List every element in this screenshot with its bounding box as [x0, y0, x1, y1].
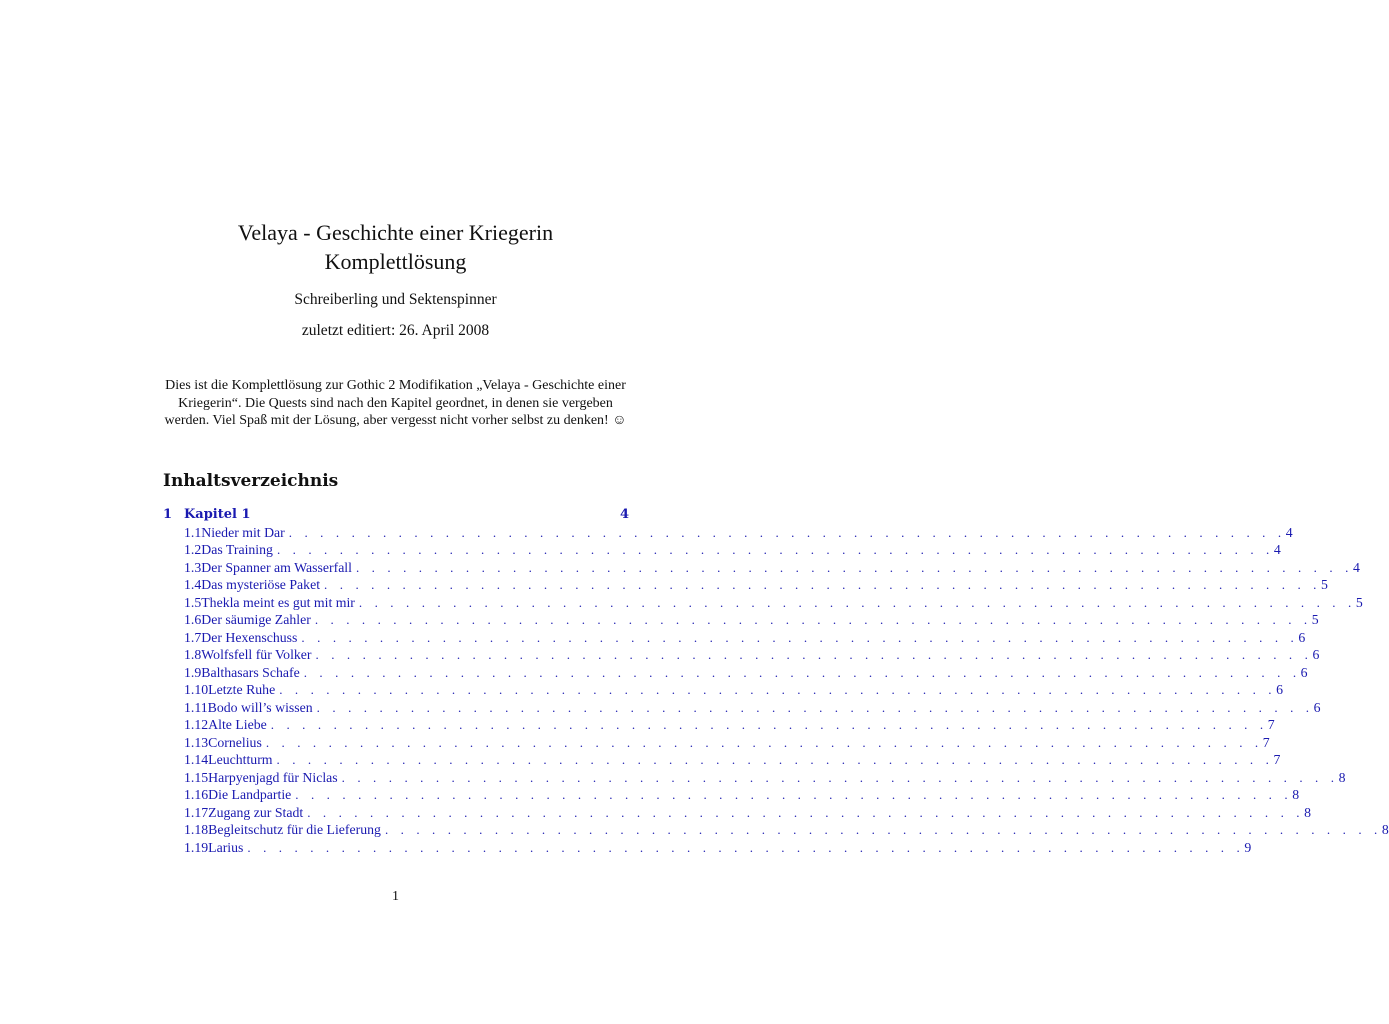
toc-section-leader: . . . . . . . . . . . . . . . . . . . . . . . . . . . . . . . . . . . . . . . . . . . . . . . . . . . . . . . . . . . . . . . . — [355, 559, 1353, 575]
toc-section-leader: . . . . . . . . . . . . . . . . . . . . . . . . . . . . . . . . . . . . . . . . . . . . . . . . . . . . . . . . . . . . . . . . — [384, 822, 1382, 837]
document-abstract: Dies ist die Komplettlösung zur Gothic 2 Modifikation „Velaya - Geschichte einer Kriegerin“. Die Quests sind nach den Kapitel geordnet, in denen sie vergeben werden. Viel Spaß mit der Lösung, aber vergesst nicht vorher selbst zu denken! ☺ — [164, 378, 627, 428]
toc-section-link[interactable] — [163, 559, 1360, 577]
toc-section-number: 1.3 — [184, 559, 202, 575]
toc-section-title: Nieder mit Dar — [201, 524, 285, 540]
toc-section-page: 7 — [1267, 717, 1275, 732]
toc-section-link[interactable] — [163, 699, 1321, 717]
toc-section-leader: . . . . . . . . . . . . . . . . . . . . . . . . . . . . . . . . . . . . . . . . . . . . . . . . . . . . . . . . . . . . . . . . — [276, 752, 1274, 767]
toc-section-title: Zugang zur Stadt — [208, 804, 304, 820]
toc-section-page: 7 — [1273, 752, 1281, 767]
toc-section-title: Bodo will’s wissen — [207, 699, 313, 715]
toc-chapter-link[interactable] — [163, 506, 629, 524]
toc-chapter-page: 4 — [619, 507, 629, 522]
toc-section-title: Leuchtturm — [208, 752, 273, 767]
toc-section-leader: . . . . . . . . . . . . . . . . . . . . . . . . . . . . . . . . . . . . . . . . . . . . . . . . . . . . . . . . . . . . . . . . — [303, 664, 1301, 680]
toc-section-page: 5 — [1311, 612, 1319, 627]
toc-section-link[interactable] — [163, 804, 1312, 822]
toc-section-link[interactable] — [163, 769, 1346, 787]
toc-section-title: Der Hexenschuss — [201, 629, 298, 645]
toc-section-link[interactable] — [163, 786, 1300, 804]
toc-section-leader: . . . . . . . . . . . . . . . . . . . . . . . . . . . . . . . . . . . . . . . . . . . . . . . . . . . . . . . . . . . . . . . . — [341, 769, 1339, 785]
toc-section-leader: . . . . . . . . . . . . . . . . . . . . . . . . . . . . . . . . . . . . . . . . . . . . . . . . . . . . . . . . . . . . . . . . — [315, 647, 1313, 662]
toc-section-page: 4 — [1273, 542, 1281, 557]
toc-section-leader: . . . . . . . . . . . . . . . . . . . . . . . . . . . . . . . . . . . . . . . . . . . . . . . . . . . . . . . . . . . . . . . . — [316, 699, 1314, 715]
toc-section-page: 6 — [1300, 664, 1308, 680]
toc-section-title: Begleitschutz für die Lieferung — [208, 822, 381, 837]
toc-section-link[interactable] — [163, 611, 1319, 629]
toc-section-title: Alte Liebe — [208, 717, 267, 732]
toc-section-page: 8 — [1338, 769, 1346, 785]
toc-section-number: 1.6 — [184, 612, 202, 627]
toc-section-leader: . . . . . . . . . . . . . . . . . . . . . . . . . . . . . . . . . . . . . . . . . . . . . . . . . . . . . . . . . . . . . . . . — [265, 734, 1263, 750]
toc-section-leader: . . . . . . . . . . . . . . . . . . . . . . . . . . . . . . . . . . . . . . . . . . . . . . . . . . . . . . . . . . . . . . . . — [270, 717, 1268, 732]
toc-section-number: 1.19 — [184, 839, 209, 855]
toc-section-title: Der Spanner am Wasserfall — [201, 559, 352, 575]
toc-section-page: 5 — [1321, 577, 1328, 592]
toc-section-link[interactable] — [163, 646, 1320, 664]
toc-section-page: 6 — [1313, 699, 1321, 715]
toc-section-title: Larius — [208, 839, 244, 855]
toc-section-link[interactable] — [163, 594, 1363, 612]
document-title — [0, 218, 791, 276]
toc-section-title: Das mysteriöse Paket — [201, 577, 321, 592]
toc-section-number: 1.8 — [184, 647, 202, 662]
toc-section-leader: . . . . . . . . . . . . . . . . . . . . . . . . . . . . . . . . . . . . . . . . . . . . . . . . . . . . . . . . . . . . . . . . — [276, 542, 1274, 557]
toc-section-number: 1.10 — [184, 682, 209, 697]
toc-section-leader: . . . . . . . . . . . . . . . . . . . . . . . . . . . . . . . . . . . . . . . . . . . . . . . . . . . . . . . . . . . . . . . . — [301, 629, 1299, 645]
toc-section-number: 1.12 — [184, 717, 209, 732]
toc-section-link[interactable] — [163, 629, 1306, 647]
toc-section-link[interactable] — [163, 751, 1281, 769]
toc-chapter-number: 1 — [163, 507, 173, 522]
toc-section-page: 9 — [1244, 839, 1252, 855]
toc-section-link[interactable] — [163, 576, 1328, 594]
toc-section-title: Thekla meint es gut mit mir — [201, 594, 355, 610]
toc-section-number: 1.2 — [184, 542, 202, 557]
toc-section-leader: . . . . . . . . . . . . . . . . . . . . . . . . . . . . . . . . . . . . . . . . . . . . . . . . . . . . . . . . . . . . . . . . — [324, 577, 1321, 592]
toc-section-page: 5 — [1355, 594, 1363, 610]
toc-section-link[interactable] — [163, 716, 1275, 734]
toc-section-leader: . . . . . . . . . . . . . . . . . . . . . . . . . . . . . . . . . . . . . . . . . . . . . . . . . . . . . . . . . . . . . . . . — [279, 682, 1277, 697]
toc-section-title: Wolfsfell für Volker — [201, 647, 312, 662]
toc-section-page: 8 — [1292, 787, 1300, 802]
toc-section-link[interactable] — [163, 664, 1308, 682]
title-line-2: Komplettlösung — [324, 249, 467, 274]
toc-section-title: Balthasars Schafe — [201, 664, 300, 680]
toc-section-number: 1.18 — [184, 822, 209, 837]
toc-section-leader: . . . . . . . . . . . . . . . . . . . . . . . . . . . . . . . . . . . . . . . . . . . . . . . . . . . . . . . . . . . . . . . . — [358, 594, 1356, 610]
toc-section-number: 1.11 — [184, 699, 208, 715]
toc-section-title: Harpyenjagd für Niclas — [208, 769, 338, 785]
toc-section-link[interactable] — [163, 839, 1252, 857]
toc-section-leader: . . . . . . . . . . . . . . . . . . . . . . . . . . . . . . . . . . . . . . . . . . . . . . . . . . . . . . . . . . . . . . . . — [247, 839, 1245, 855]
toc-section-leader: . . . . . . . . . . . . . . . . . . . . . . . . . . . . . . . . . . . . . . . . . . . . . . . . . . . . . . . . . . . . . . . . — [295, 787, 1293, 802]
toc-section-title: Die Landpartie — [208, 787, 292, 802]
toc-section-link[interactable] — [163, 681, 1284, 699]
toc-section-title: Cornelius — [208, 734, 262, 750]
toc-section-page: 4 — [1352, 559, 1360, 575]
toc-heading: Inhaltsverzeichnis — [163, 471, 339, 491]
toc-section-page: 6 — [1298, 629, 1306, 645]
toc-section-number: 1.13 — [184, 734, 209, 750]
toc-section-page: 6 — [1312, 647, 1320, 662]
table-of-contents — [163, 506, 1389, 856]
toc-section-page: 8 — [1304, 804, 1312, 820]
toc-section-link[interactable] — [163, 524, 1293, 542]
document-authors: Schreiberling und Sektenspinner — [294, 291, 497, 308]
toc-section-number: 1.9 — [184, 664, 202, 680]
toc-chapter-title: Kapitel 1 — [184, 507, 251, 522]
toc-section-title: Das Training — [201, 542, 273, 557]
toc-section-link[interactable] — [163, 734, 1270, 752]
toc-section-number: 1.16 — [184, 787, 209, 802]
toc-section-link[interactable] — [163, 541, 1281, 559]
page-number: 1 — [392, 889, 399, 904]
toc-section-number: 1.14 — [184, 752, 209, 767]
toc-section-number: 1.1 — [184, 524, 202, 540]
toc-section-link[interactable] — [163, 821, 1389, 839]
title-line-1: Velaya - Geschichte einer Kriegerin — [237, 220, 554, 245]
toc-section-number: 1.4 — [184, 577, 202, 592]
toc-section-title: Letzte Ruhe — [208, 682, 276, 697]
toc-section-title: Der säumige Zahler — [201, 612, 311, 627]
toc-section-leader: . . . . . . . . . . . . . . . . . . . . . . . . . . . . . . . . . . . . . . . . . . . . . . . . . . . . . . . . . . . . . . . . — [288, 524, 1286, 540]
toc-section-leader: . . . . . . . . . . . . . . . . . . . . . . . . . . . . . . . . . . . . . . . . . . . . . . . . . . . . . . . . . . . . . . . . — [314, 612, 1312, 627]
document-date: zuletzt editiert: 26. April 2008 — [301, 322, 490, 339]
toc-section-number: 1.7 — [184, 629, 202, 645]
toc-section-page: 8 — [1381, 822, 1389, 837]
toc-section-page: 4 — [1285, 524, 1293, 540]
toc-section-leader: . . . . . . . . . . . . . . . . . . . . . . . . . . . . . . . . . . . . . . . . . . . . . . . . . . . . . . . . . . . . . . . . — [307, 804, 1305, 820]
toc-section-number: 1.5 — [184, 594, 202, 610]
toc-section-page: 7 — [1262, 734, 1270, 750]
toc-section-number: 1.15 — [184, 769, 209, 785]
toc-section-page: 6 — [1276, 682, 1284, 697]
toc-section-number: 1.17 — [184, 804, 209, 820]
